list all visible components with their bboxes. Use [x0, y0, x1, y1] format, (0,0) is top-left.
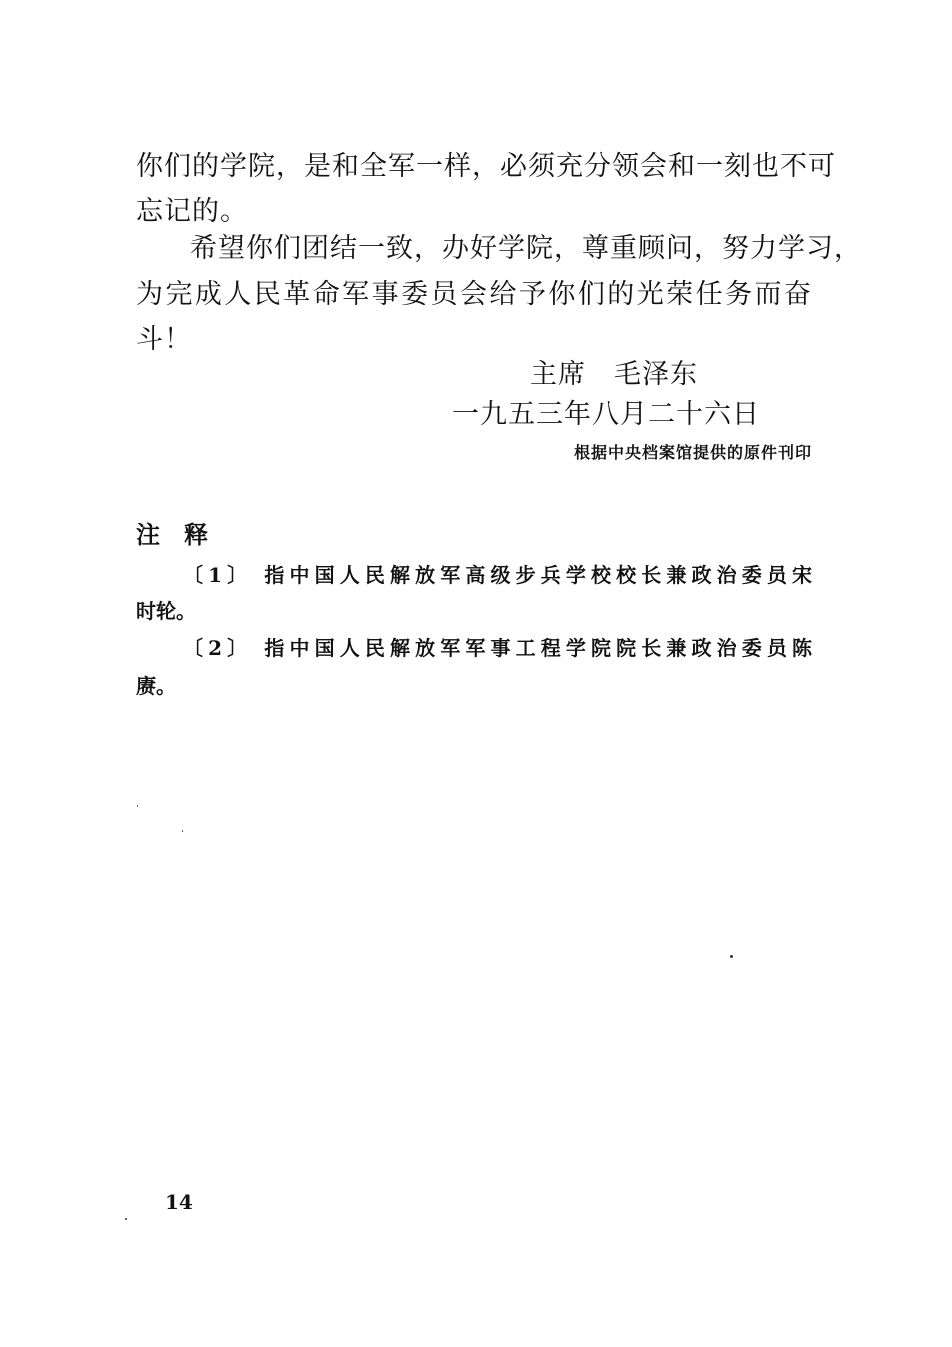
body-line: 斗！	[136, 324, 192, 355]
scan-speck	[137, 805, 138, 807]
body-line: 忘记的。	[136, 196, 248, 227]
notes-heading: 注释	[136, 520, 232, 549]
footnote-line: 赓。	[136, 674, 176, 698]
footnote-line: 时轮。	[136, 599, 196, 623]
body-line: 希望你们团结一致，办好学院，尊重顾问，努力学习，	[190, 233, 862, 264]
scan-speck	[730, 955, 733, 958]
signature-date: 一九五三年八月二十六日	[452, 399, 760, 430]
body-line: 为完成人民革命军事委员会给予你们的光荣任务而奋	[136, 279, 812, 310]
scan-speck	[182, 830, 183, 832]
page-number: 14	[165, 1190, 193, 1214]
source-note: 根据中央档案馆提供的原件刊印	[573, 443, 812, 462]
body-line: 你们的学院，是和全军一样，必须充分领会和一刻也不可	[136, 151, 836, 182]
scan-speck	[125, 1218, 127, 1220]
signature-name: 主席 毛泽东	[530, 359, 698, 390]
footnote-line: 〔1〕 指中国人民解放军高级步兵学校校长兼政治委员宋	[183, 563, 812, 587]
footnote-line: 〔2〕 指中国人民解放军军事工程学院院长兼政治委员陈	[183, 636, 812, 660]
